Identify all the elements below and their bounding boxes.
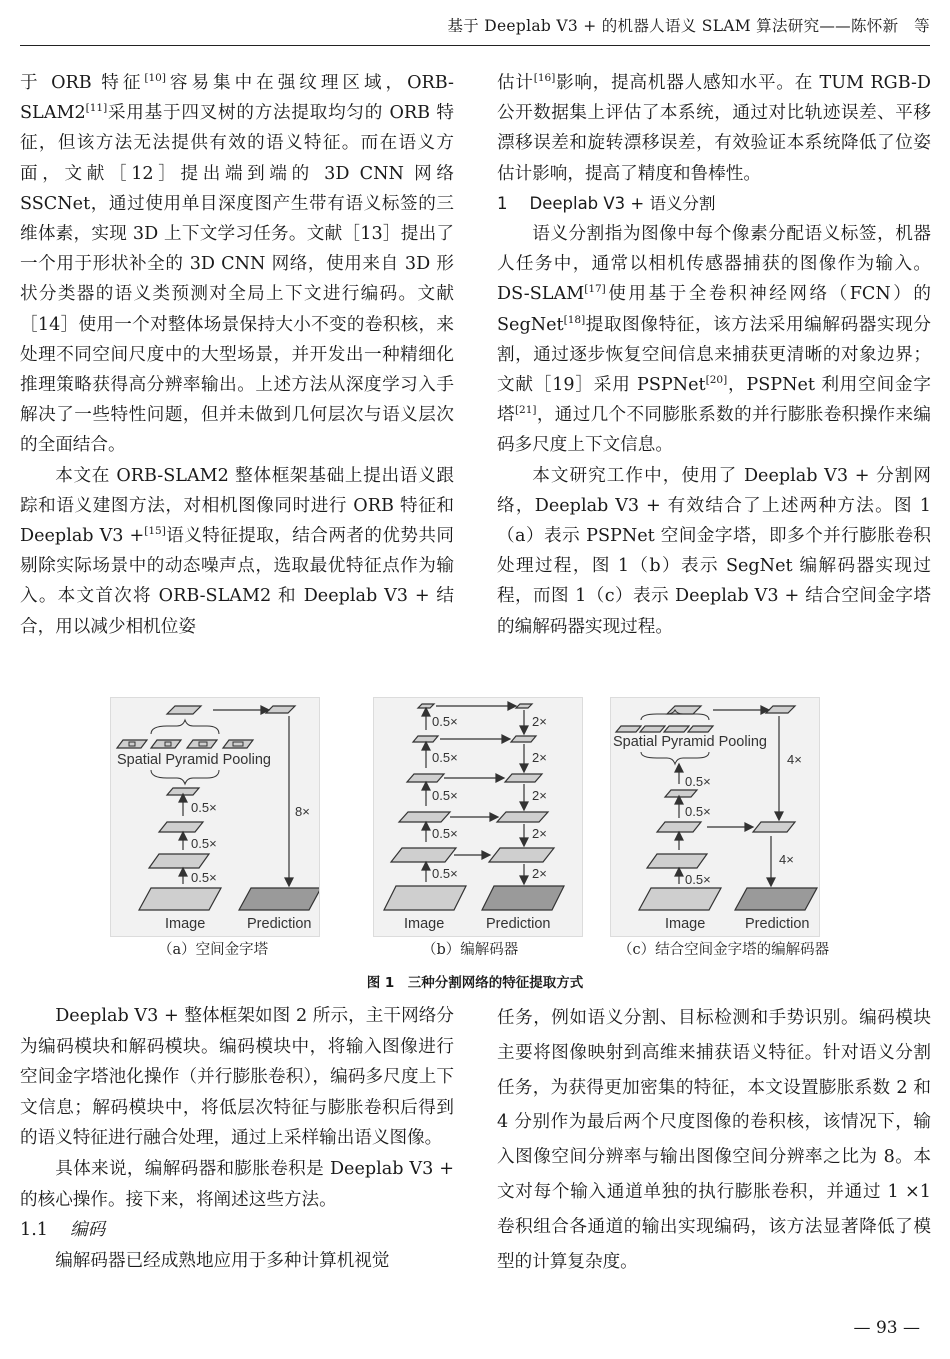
- prediction-map: [482, 886, 564, 910]
- upsample-label: 2×: [532, 826, 547, 841]
- right-column-bottom: [497, 1001, 931, 1279]
- image-map: [139, 888, 221, 910]
- prediction-label: Prediction: [247, 916, 312, 932]
- panel-a-spatial-pyramid: [110, 697, 320, 937]
- figure-1: [110, 697, 840, 959]
- subsection-number: 1.1: [20, 1220, 48, 1241]
- upsample-label: 2×: [532, 866, 547, 881]
- upsample-label: 2×: [532, 750, 547, 765]
- pool-map: [117, 740, 147, 748]
- citation: [15]: [144, 525, 166, 538]
- prediction-label: Prediction: [745, 916, 810, 932]
- figure-title: 图 1 三种分割网络的特征提取方式: [366, 975, 584, 991]
- scale-label: 0.5×: [685, 872, 711, 887]
- pool-map: [187, 740, 217, 748]
- scale-label: 0.5×: [685, 774, 711, 789]
- left-column-bottom: [20, 1001, 454, 1276]
- paragraph: 任务，例如语义分割、目标检测和手势识别。编码模块主要将图像映射到高维来捕获语义特征。针对语义分割任务，为获得更加密集的特征，本文设置膨胀系数 2 和 4 分别作为最后两个尺度图像的卷积核，该情况下，输入图像空间分辨率与输出图像空间分辨率之比为 8。本文对每个输入通道单独的执行膨胀卷积，并通过 1 ×1 卷积组合各通道的输出实现编码，该方法显著降低了模型的计算复杂度。: [497, 1008, 931, 1272]
- citation: [20]: [705, 374, 728, 387]
- paragraph: 本文在 ORB-SLAM2 整体框架基础上提出语义跟踪和语义建图方法，对相机图像同时进行 ORB 特征和 Deeplab V3 +[15]语义特征提取，结合两者的优势共同剔除实际场景中的动态噪声点，选取最优特征点作为输入。本文首次将 ORB-SLAM2 和 Deeplab V3 + 结合，用以减少相机位姿: [20, 465, 454, 637]
- scale-label: 0.5×: [432, 788, 458, 803]
- scale-label: 0.5×: [685, 804, 711, 819]
- prediction-map: [735, 888, 817, 910]
- header-rule: [20, 45, 930, 46]
- feature-map: [149, 854, 209, 868]
- scale-label: 0.5×: [432, 826, 458, 841]
- scale-label: 0.5×: [191, 836, 217, 851]
- decoder-map: [511, 736, 536, 742]
- citation: [18]: [563, 313, 586, 326]
- encoder-map: [413, 736, 438, 742]
- feature-map-top-right: [266, 706, 295, 713]
- upsample-label: 4×: [787, 752, 802, 767]
- paragraph: Deeplab V3 + 整体框架如图 2 所示，主干网络分为编码模块和解码模块。编码模块中，将输入图像进行空间金字塔池化操作（并行膨胀卷积），编码多尺度上下文信息；解码模块中，将低层次特征与膨胀卷积后得到的语义特征进行融合处理，通过上采样输出语义图像。: [20, 1006, 454, 1149]
- scale-label: 0.5×: [432, 714, 458, 729]
- pool-map: [640, 726, 665, 732]
- prediction-map: [239, 888, 319, 910]
- feature-map-top-right: [766, 706, 795, 713]
- running-header: [20, 14, 930, 42]
- pool-map: [151, 740, 181, 748]
- feature-map: [647, 854, 707, 868]
- section-title: Deeplab V3 + 语义分割: [529, 193, 716, 213]
- right-column-top: [497, 68, 931, 642]
- page-number: — 93 —: [853, 1318, 920, 1338]
- paragraph: 编解码器已经成熟地应用于多种计算机视觉: [55, 1250, 390, 1271]
- subsection-heading: [20, 1215, 454, 1246]
- image-label: Image: [404, 916, 445, 932]
- encoder-map: [407, 774, 444, 782]
- pool-map: [223, 740, 253, 748]
- paragraph: 具体来说，编解码器和膨胀卷积是 Deeplab V3 + 的核心操作。接下来，将阐述这些方法。: [20, 1158, 454, 1210]
- image-map: [639, 888, 721, 910]
- feature-map: [657, 822, 701, 832]
- section-heading: [497, 189, 931, 219]
- paragraph: 本文研究工作中，使用了 Deeplab V3 + 分割网络，Deeplab V3 + 有效结合了上述两种方法。图 1（a）表示 PSPNet 空间金字塔，即多个并行膨胀卷积处理过程，图 1（b）表示 SegNet 编解码器实现过程，而图 1（c）表示 Deeplab V3 + 结合空间金字塔的编解码器实现过程。: [497, 465, 931, 637]
- caption-a: （a）空间金字塔: [158, 942, 269, 958]
- decoder-map: [505, 774, 542, 782]
- subsection-title: 编码: [69, 1220, 106, 1241]
- encoder-map: [391, 848, 456, 862]
- encoder-map: [399, 812, 450, 822]
- decoder-map: [489, 848, 554, 862]
- citation: [11]: [85, 102, 108, 115]
- feature-map: [665, 790, 697, 797]
- panel-c-pyramid-encoder-decoder: [610, 697, 820, 937]
- feature-map-top: [167, 706, 201, 714]
- upsample-label: 2×: [532, 714, 547, 729]
- spp-label: Spatial Pyramid Pooling: [117, 752, 271, 768]
- upsample-label: 2×: [532, 788, 547, 803]
- citation: [10]: [144, 72, 166, 84]
- paragraph: 估计[16]影响，提高机器人感知水平。在 TUM RGB-D 公开数据集上评估了本系统，通过对比轨迹误差、平移漂移误差和旋转漂移误差，有效验证本系统降低了位姿估计影响，提高了精度和鲁棒性。: [497, 72, 931, 184]
- scale-label: 0.5×: [191, 800, 217, 815]
- upsample-label: 4×: [779, 852, 794, 867]
- paragraph: 语义分割指为图像中每个像素分配语义标签，机器人任务中，通常以相机传感器捕获的图像作为输入。DS-SLAM[17]使用基于全卷积神经网络（FCN）的 SegNet[18]提取图像特征，该方法采用编解码器实现分割，通过逐步恢复空间信息来捕获更清晰的对象边界；文献［19］采用 PSPNet[20]，PSPNet 利用空间金字塔[21]，通过几个不同膨胀系数的并行膨胀卷积操作来编码多尺度上下文信息。: [497, 224, 931, 456]
- citation: [16]: [533, 72, 556, 84]
- scale-label: 0.5×: [191, 870, 217, 885]
- image-map: [384, 886, 466, 910]
- scale-label: 0.5×: [432, 866, 458, 881]
- caption-c: （c）结合空间金字塔的编解码器: [618, 942, 830, 958]
- pool-map: [664, 726, 689, 732]
- paragraph: 于 ORB 特征[10]容易集中在强纹理区域，ORB-SLAM2[11]采用基于四叉树的方法提取均匀的 ORB 特征，但该方法无法提供有效的语义特征。而在语义方面，文献［12］提出端到端的 3D CNN 网络 SSCNet，通过使用单目深度图产生带有语义标签的三维体素，实现 3D 上下文学习任务。文献［13］提出了一个用于形状补全的 3D CNN 网络，使用来自 3D 形状分类器的语义类预测对全局上下文进行编码。文献［14］使用一个对整体场景保持大小不变的卷积核，来处理不同空间尺度中的大型场景，并开发出一种精细化推理策略获得高分辨率输出。上述方法从深度学习入手解决了一些特性问题，但并未做到几何层次与语义层次的全面结合。: [20, 72, 454, 456]
- pool-map: [688, 726, 713, 732]
- prediction-label: Prediction: [486, 916, 551, 932]
- pool-map: [616, 726, 641, 732]
- image-label: Image: [165, 916, 206, 932]
- decoder-map: [497, 812, 548, 822]
- decoder-map: [753, 822, 795, 832]
- caption-b: （b）编解码器: [422, 942, 519, 958]
- citation: [21]: [514, 404, 537, 417]
- scale-label: 0.5×: [432, 750, 458, 765]
- left-column-top: [20, 68, 454, 642]
- feature-map: [159, 822, 203, 832]
- running-title: 基于 Deeplab V3 + 的机器人语义 SLAM 算法研究——陈怀新 等: [447, 17, 930, 35]
- upsample-label: 8×: [295, 804, 310, 819]
- section-number: 1: [497, 193, 508, 213]
- image-label: Image: [665, 916, 706, 932]
- panel-b-encoder-decoder: [373, 697, 583, 937]
- spp-label: Spatial Pyramid Pooling: [613, 734, 767, 750]
- decoder-map: [516, 704, 532, 708]
- citation: [17]: [584, 283, 606, 296]
